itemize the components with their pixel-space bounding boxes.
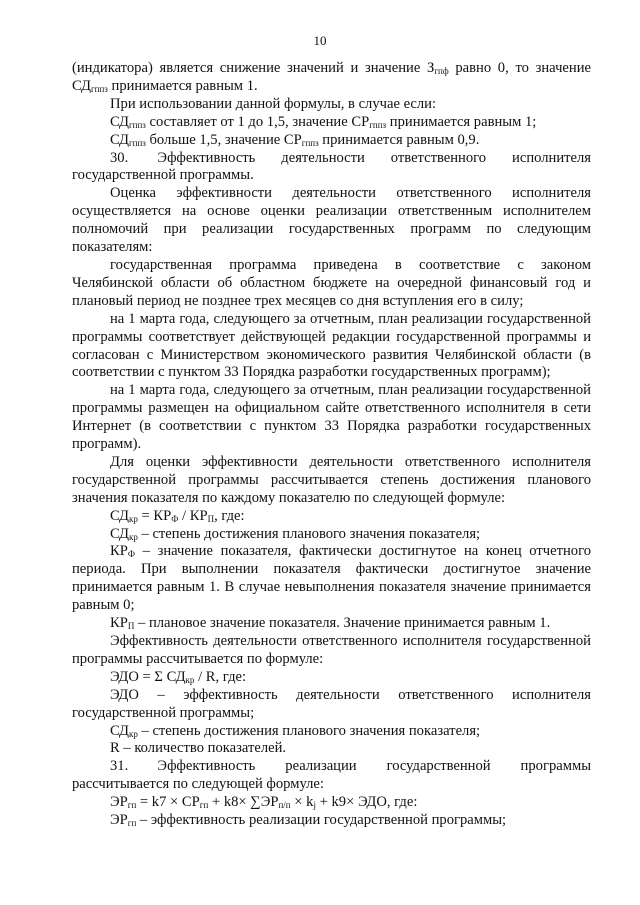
paragraph-over-condition: $СД_{гппз}$ больше 1,5, значение $СР_{гппз}$ принимается равным 0,9.	[110, 131, 480, 148]
formula-achievement-degree: $СД_{кр} = КР_Ф / КР_П$, где:	[110, 507, 245, 524]
criterion-plan-approval: на 1 марта года, следующего за отчетным, план реализации государственной программы соответствует действующей редакции государственной программы и согласован с Министерством экономического развития Челябинской области (в соответствии с пунктом 33 Порядка разработки государственных программ);	[72, 310, 591, 381]
definition-sd-kr: $СД_{кр}$ – степень достижения планового значения показателя;	[110, 525, 481, 542]
definition-kr-f: $КР_Ф$ – значение показателя, фактически достигнутое на конец отчетного периода. При выполнении показателя фактически достигнутое значение принимается равным 1. В случае невыполнения показателя значение принимается равным 0;	[72, 543, 591, 614]
paragraph-edo-formula-intro: Эффективность деятельности ответственного исполнителя государственной программы рассчитывается по формуле:	[72, 633, 591, 667]
paragraph-achievement-degree: Для оценки эффективности деятельности ответственного исполнителя государственной программы рассчитывается степень достижения планового значения показателя по каждому показателю по следующей формуле:	[72, 453, 591, 506]
definition-sd-kr-repeat: $СД_{кр}$ – степень достижения планового значения показателя;	[110, 722, 481, 739]
section-31-heading: 31. Эффективность реализации государственной программы рассчитывается по следующей формуле:	[72, 758, 591, 793]
section-30-heading: 30. Эффективность деятельности ответственного исполнителя государственной программы.	[72, 149, 591, 184]
definition-r: R – количество показателей.	[110, 740, 287, 757]
definition-er-gp: $ЭР_{гп}$ – эффективность реализации государственной программы;	[110, 812, 507, 829]
criterion-plan-published: на 1 марта года, следующего за отчетным, план реализации государственной программы размещен на официальном сайте ответственного исполнителя в сети Интернет (в соответствии с пунктом 33 Порядка разработки государственных программ).	[72, 382, 591, 453]
paragraph-evaluation-basis: Оценка эффективности деятельности ответственного исполнителя осуществляется на основе оценки реализации ответственным исполнителем полномочий при реализации государственных программ по следующим показателям:	[72, 185, 591, 256]
formula-edo: ЭДО = Σ $СД_{кр}$ / R, где:	[110, 668, 247, 685]
page-number: 10	[313, 33, 327, 48]
paragraph-range-condition: $СД_{гппз}$ составляет от 1 до 1,5, значение $СР_{гппз}$ принимается равным 1;	[110, 113, 537, 130]
paragraph-formula-use: При использовании данной формулы, в случае если:	[110, 95, 437, 112]
paragraph-indicator-condition: (индикатора) является снижение значений и значение $З_{гпф}$ равно 0, то значение $СД_{гппз}$ принимается равным 1.	[72, 60, 591, 94]
formula-er-gp: $ЭР_{гп} = k7 \times СР_{гп} + k8\times \sum ЭР_{п/п} \times k_j + k9\times$ ЭДО, где:	[110, 794, 418, 811]
criterion-budget-law: государственная программа приведена в соответствие с законом Челябинской области об областном бюджете на очередной финансовый год и плановый период не позднее трех месяцев со дня вступления его в силу;	[72, 256, 591, 309]
document-body	[72, 60, 591, 830]
definition-kr-p: $КР_П$ – плановое значение показателя. Значение принимается равным 1.	[110, 615, 551, 632]
definition-edo: ЭДО – эффективность деятельности ответственного исполнителя государственной программы;	[72, 686, 591, 721]
